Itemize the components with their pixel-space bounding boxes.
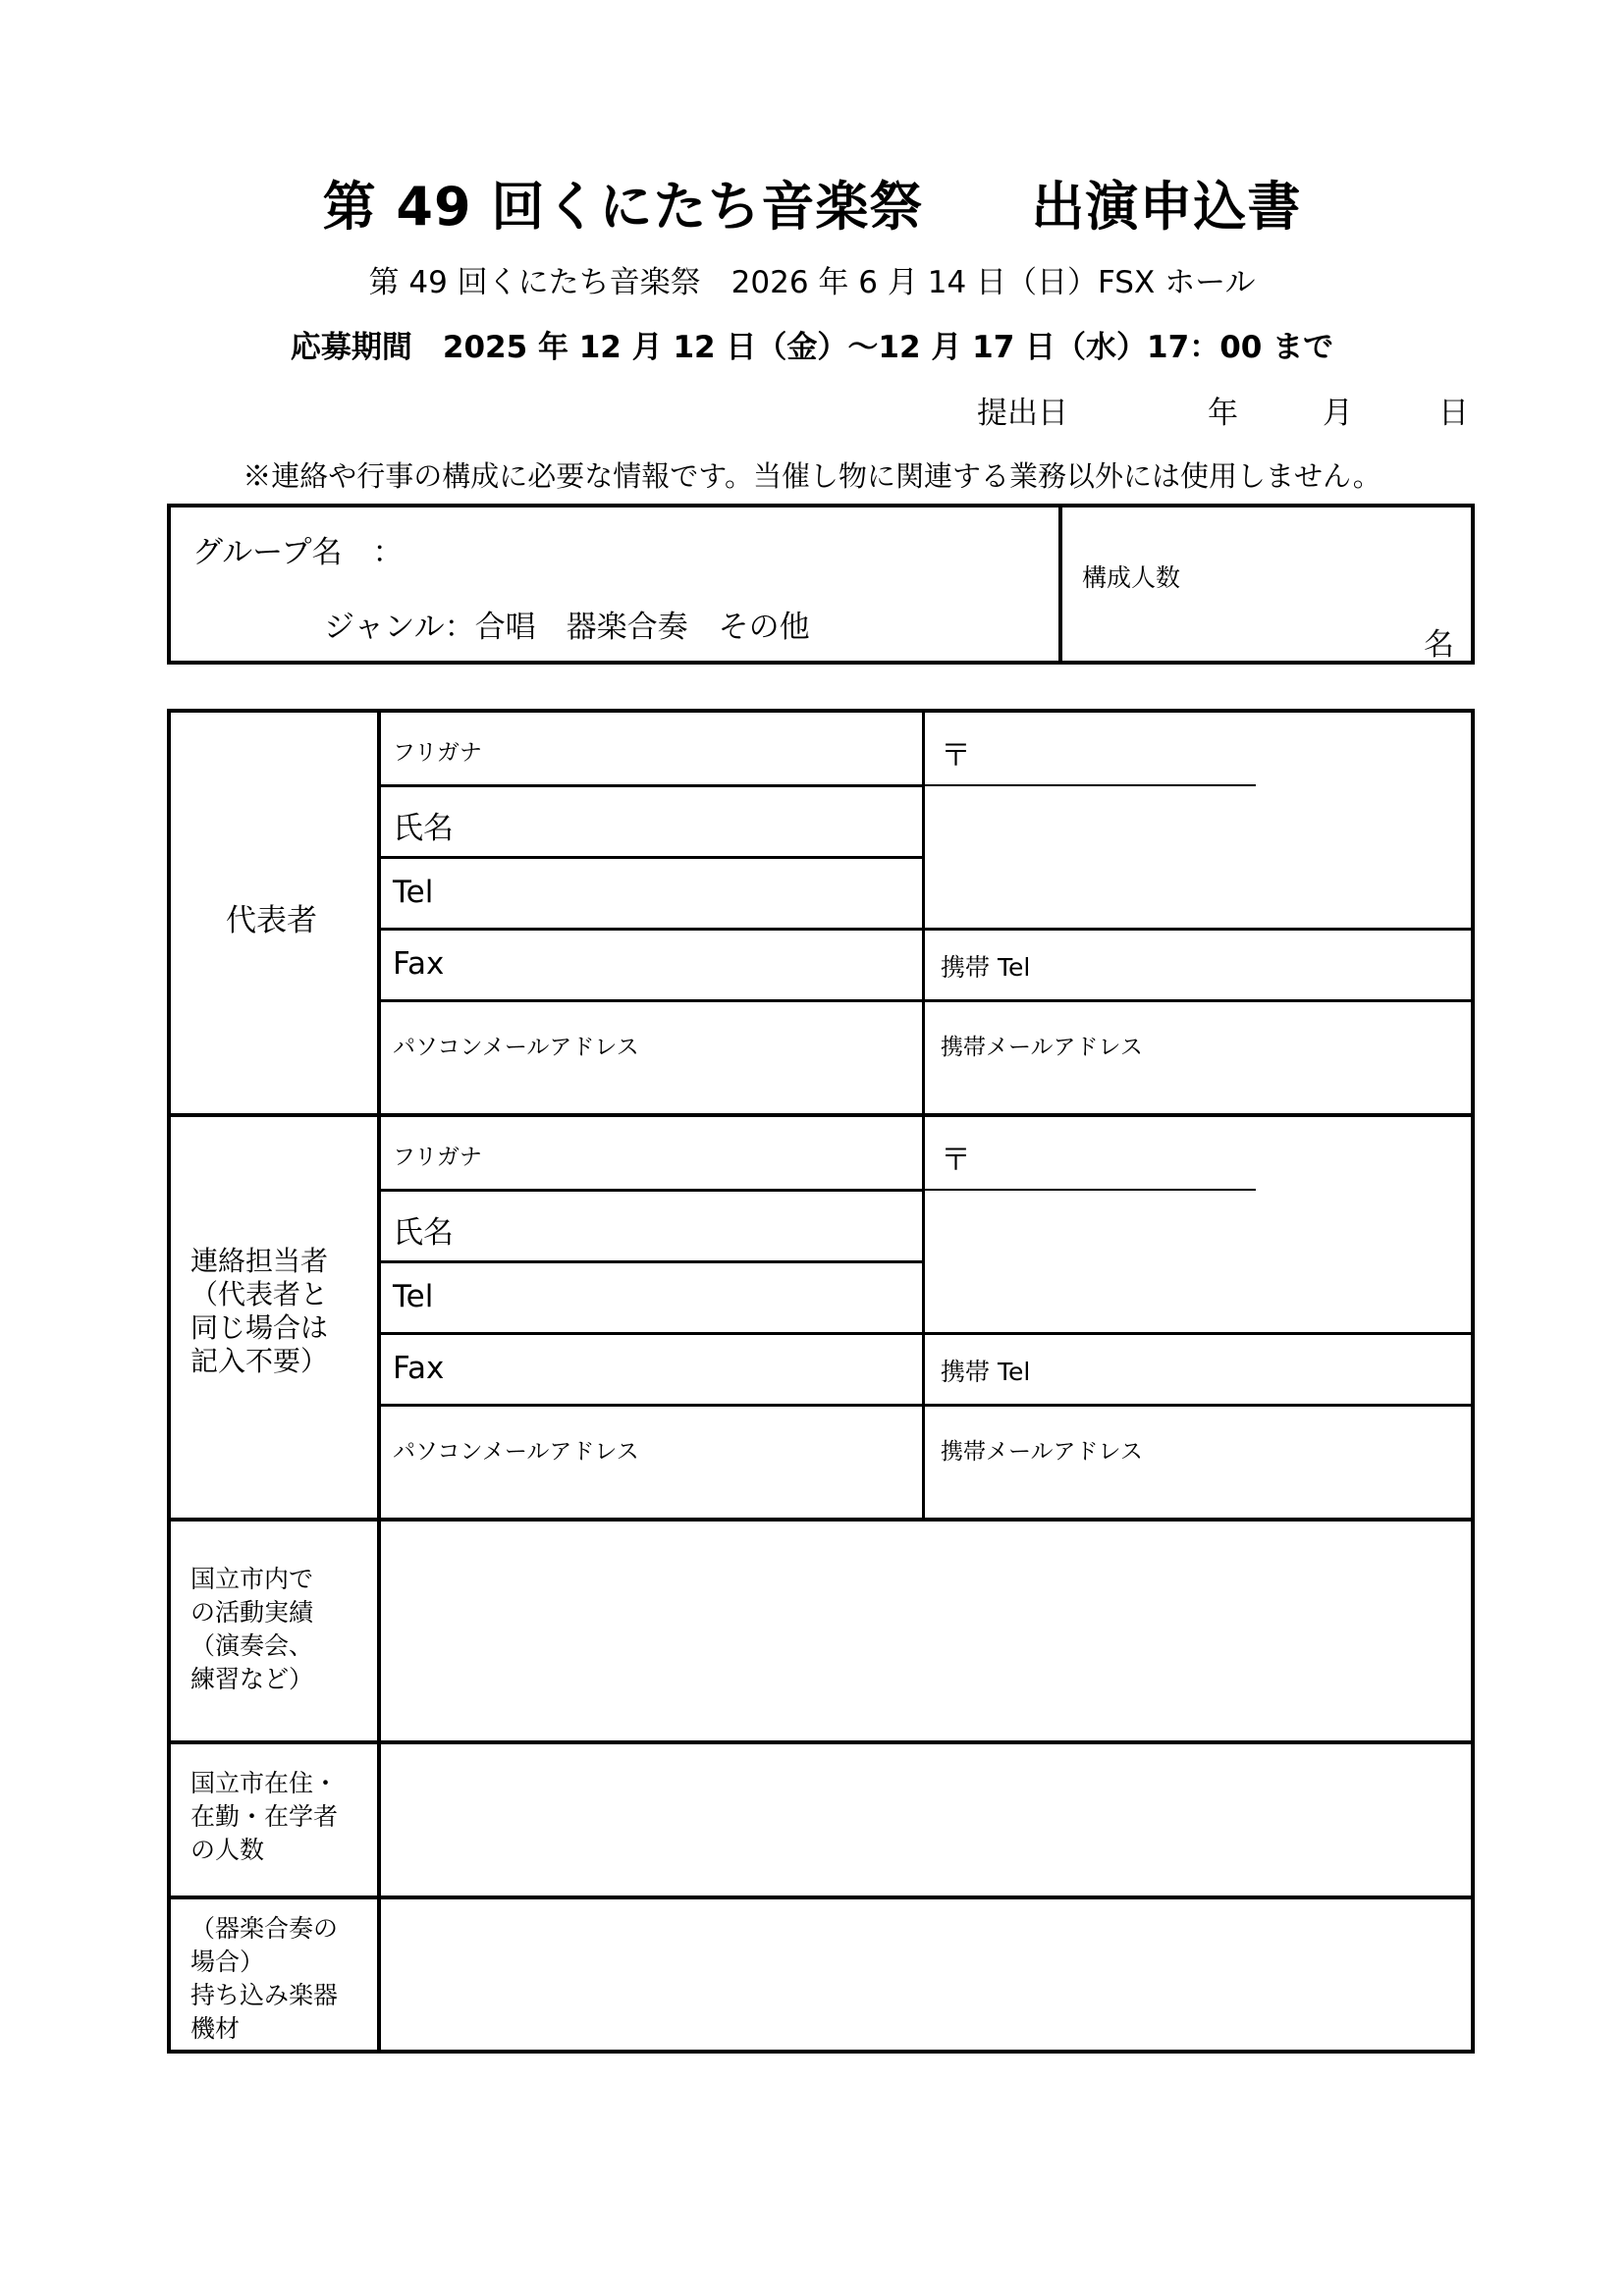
contact-furigana-label: フリガナ bbox=[393, 1145, 482, 1170]
rep-name-label: 氏名 bbox=[393, 811, 454, 846]
members-unit: 名 bbox=[1424, 627, 1454, 663]
activities-field[interactable] bbox=[387, 1527, 1463, 1735]
instruments-field[interactable] bbox=[387, 1905, 1463, 2043]
members-field[interactable] bbox=[1082, 606, 1377, 645]
residents-field[interactable] bbox=[387, 1750, 1463, 1890]
contact-fax-label: Fax bbox=[393, 1351, 445, 1386]
contact-pc-email-label: パソコンメールアドレス bbox=[393, 1439, 639, 1465]
rep-furigana-label: フリガナ bbox=[393, 740, 482, 766]
rep-postal-label: 〒 bbox=[941, 738, 971, 774]
representative-label: 代表者 bbox=[226, 903, 317, 938]
application-period: 応募期間 2025 年 12 月 12 日（金）～12 月 17 日（水）17：00 まで bbox=[290, 330, 1334, 365]
contact-tel-label: Tel bbox=[393, 1279, 434, 1314]
residents-label: 国立市在住・ 在勤・在学者 の人数 bbox=[190, 1769, 339, 1864]
genre-label: ジャンル：合唱 器楽合奏 その他 bbox=[324, 610, 810, 645]
rep-mobile-email-label: 携帯メールアドレス bbox=[941, 1035, 1143, 1060]
rep-pc-email-label: パソコンメールアドレス bbox=[393, 1035, 639, 1060]
members-label: 構成人数 bbox=[1082, 563, 1181, 592]
group-name-label: グループ名 ： bbox=[192, 535, 404, 570]
event-info: 第 49 回くにたち音楽祭 2026 年 6 月 14 日（日）FSX ホール bbox=[368, 265, 1256, 300]
privacy-notice: ※連絡や行事の構成に必要な情報です。当催し物に関連する業務以外には使用しません。 bbox=[243, 459, 1381, 493]
contact-label: 連絡担当者 （代表者と 同じ場合は 記入不要） bbox=[190, 1245, 329, 1377]
submit-day-label: 日 bbox=[1438, 396, 1469, 431]
submit-month-label: 月 bbox=[1323, 396, 1353, 431]
rep-tel-label: Tel bbox=[393, 875, 434, 910]
rep-mobile-tel-label: 携帯 Tel bbox=[941, 953, 1031, 982]
contact-mobile-email-label: 携帯メールアドレス bbox=[941, 1439, 1143, 1465]
group-info-box bbox=[167, 504, 1475, 665]
rep-fax-label: Fax bbox=[393, 946, 445, 982]
submit-year-label: 年 bbox=[1208, 396, 1238, 431]
contact-postal-label: 〒 bbox=[941, 1143, 971, 1178]
contact-name-label: 氏名 bbox=[393, 1215, 454, 1251]
submit-date-label: 提出日 bbox=[977, 396, 1068, 431]
group-name-field[interactable] bbox=[230, 547, 1035, 586]
application-table bbox=[167, 709, 1475, 2054]
contact-mobile-tel-label: 携帯 Tel bbox=[941, 1358, 1031, 1386]
page-title: 第 49 回くにたち音楽祭 出演申込書 bbox=[322, 176, 1302, 238]
activities-label: 国立市内で の活動実績 （演奏会、 練習など） bbox=[190, 1565, 314, 1693]
instruments-label: （器楽合奏の 場合） 持ち込み楽器 機材 bbox=[190, 1914, 339, 2043]
